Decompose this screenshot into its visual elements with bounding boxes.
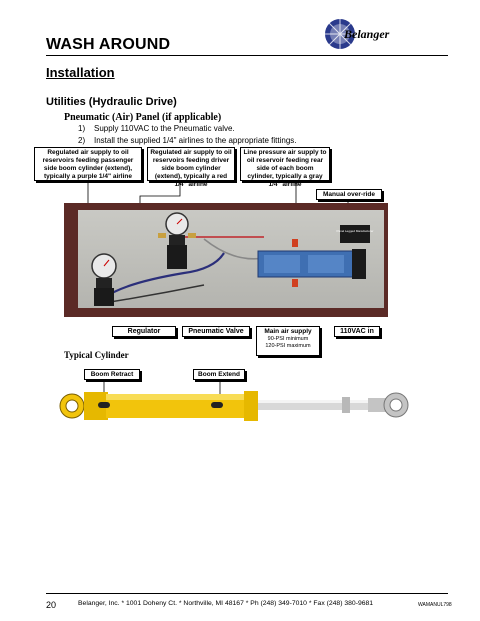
step-number: 2) <box>78 136 86 145</box>
section-title: Installation <box>46 65 115 80</box>
panel-components <box>64 203 388 317</box>
main-air-title: Main air supply <box>264 328 312 335</box>
main-air-min: 90-PSI minimum <box>267 336 309 342</box>
callout-boom-retract: Boom Retract <box>84 369 140 380</box>
callout-boom-extend: Boom Extend <box>193 369 245 380</box>
hydraulic-cylinder-diagram <box>56 380 416 436</box>
vac-in-label: 110VAC in <box>340 328 374 335</box>
page-number: 20 <box>46 600 57 610</box>
callout-main-air <box>256 326 320 356</box>
callout-manual-override: Manual over-ride <box>316 189 382 200</box>
document-code: WAMANUL798 <box>418 602 452 608</box>
regulator-label: Regulator <box>127 328 161 335</box>
callout-rear-side: Line pressure air supply to oil reservoir feeding rear side of each boom cylinder, typically a gray 1/4" airline <box>240 147 330 181</box>
pneumatic-valve-label: Pneumatic Valve <box>188 328 244 335</box>
cylinder-heading: Typical Cylinder <box>64 350 129 360</box>
step-number: 1) <box>78 124 86 133</box>
footer-rule <box>46 593 448 594</box>
callout-110vac <box>334 326 380 337</box>
step-text: Supply 110VAC to the Pneumatic valve. <box>94 124 235 133</box>
section-subtitle: Utilities (Hydraulic Drive) <box>46 96 177 108</box>
step-text: Install the supplied 1/4" airlines to the appropriate fittings. <box>94 136 297 145</box>
panel-heading: Pneumatic (Air) Panel (if applicable) <box>64 112 222 123</box>
footer-address: Belanger, Inc. * 1001 Doheny Ct. * Northville, MI 48167 * Ph (248) 349-7010 * Fax (248) 380-9681 <box>78 600 374 607</box>
callout-pneumatic-valve <box>182 326 250 337</box>
page-title: WASH AROUND <box>46 36 171 53</box>
main-air-max: 120-PSI maximum <box>265 343 311 349</box>
callout-driver-side: Regulated air supply to oil reservoirs feeding driver side boom cylinder (extend), typically a red 1/4" airline <box>147 147 235 181</box>
logo-wordmark: Belanger <box>344 27 390 41</box>
callout-regulator <box>112 326 176 337</box>
callout-passenger-side: Regulated air supply to oil reservoirs feeding passenger side boom cylinder (extend), typically a purple 1/4" airline <box>34 147 142 181</box>
photo-label: Panel Legged Manufacturer <box>336 229 374 233</box>
